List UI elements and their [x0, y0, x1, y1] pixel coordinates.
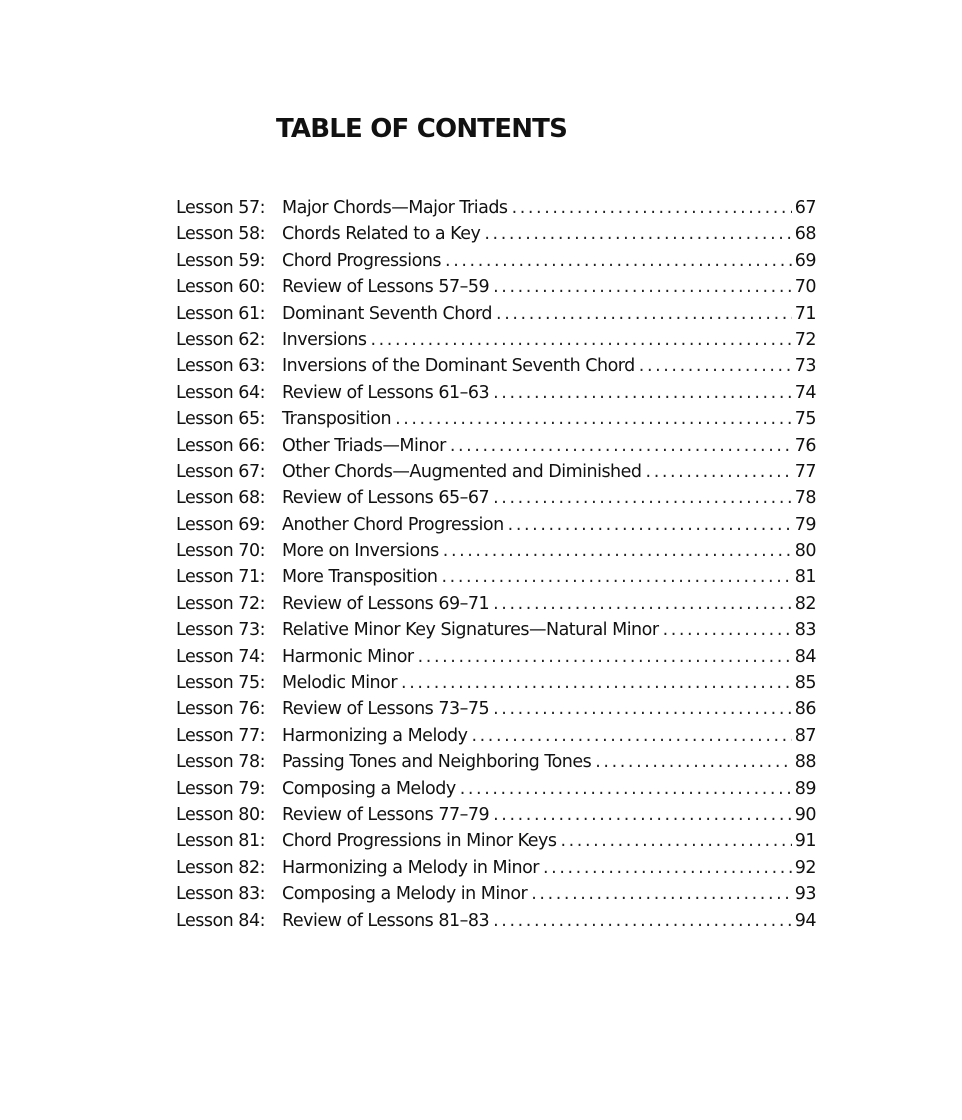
lesson-number: Lesson 59: — [176, 250, 265, 271]
toc-entry — [176, 353, 816, 379]
lesson-title: Harmonizing a Melody — [282, 725, 468, 746]
dot-leader — [418, 644, 792, 670]
lesson-number: Lesson 64: — [176, 382, 265, 403]
dot-leader — [543, 855, 792, 881]
dot-leader — [471, 723, 792, 749]
dot-leader — [493, 802, 792, 828]
dot-leader — [395, 406, 792, 432]
page-number: 94 — [794, 910, 816, 931]
lesson-number: Lesson 61: — [176, 303, 265, 324]
lesson-number: Lesson 63: — [176, 356, 265, 377]
lesson-number: Lesson 62: — [176, 329, 265, 350]
page-number: 79 — [794, 514, 816, 535]
toc-entry — [176, 696, 816, 722]
lesson-title: Transposition — [282, 409, 392, 430]
toc-entry — [176, 908, 816, 934]
toc-entry — [176, 406, 816, 432]
page-number: 89 — [794, 778, 816, 799]
page-number: 91 — [794, 831, 816, 852]
lesson-title: Harmonizing a Melody in Minor — [282, 857, 540, 878]
lesson-number: Lesson 82: — [176, 857, 265, 878]
page-number: 78 — [794, 488, 816, 509]
lesson-number: Lesson 69: — [176, 514, 265, 535]
dot-leader — [493, 696, 792, 722]
dot-leader — [595, 749, 792, 775]
lesson-title: Chord Progressions — [282, 250, 442, 271]
dot-leader — [370, 327, 792, 353]
page-number: 70 — [794, 277, 816, 298]
toc-entry — [176, 221, 816, 247]
page-number: 75 — [794, 409, 816, 430]
dot-leader — [639, 353, 792, 379]
dot-leader — [443, 538, 792, 564]
dot-leader — [401, 670, 792, 696]
lesson-number: Lesson 80: — [176, 804, 265, 825]
lesson-number: Lesson 76: — [176, 699, 265, 720]
toc-entry — [176, 776, 816, 802]
page-number: 81 — [794, 567, 816, 588]
page-number: 87 — [794, 725, 816, 746]
page-number: 93 — [794, 884, 816, 905]
toc-entry — [176, 380, 816, 406]
toc-entry — [176, 538, 816, 564]
page-number: 69 — [794, 250, 816, 271]
toc-entry — [176, 723, 816, 749]
page-number: 77 — [794, 461, 816, 482]
dot-leader — [560, 828, 792, 854]
page-number: 88 — [794, 752, 816, 773]
page-number: 72 — [794, 329, 816, 350]
lesson-number: Lesson 75: — [176, 673, 265, 694]
lesson-number: Lesson 79: — [176, 778, 265, 799]
toc-entry — [176, 274, 816, 300]
toc-entry — [176, 512, 816, 538]
toc-entry — [176, 591, 816, 617]
dot-leader — [450, 433, 792, 459]
dot-leader — [493, 485, 792, 511]
lesson-number: Lesson 74: — [176, 646, 265, 667]
toc-entry — [176, 881, 816, 907]
toc-entry — [176, 644, 816, 670]
dot-leader — [508, 512, 792, 538]
lesson-title: Review of Lessons 65–67 — [282, 488, 490, 509]
lesson-title: Passing Tones and Neighboring Tones — [282, 752, 592, 773]
lesson-title: Review of Lessons 57–59 — [282, 277, 490, 298]
toc-entry — [176, 485, 816, 511]
lesson-number: Lesson 57: — [176, 198, 265, 218]
page-number: 74 — [794, 382, 816, 403]
page-number: 82 — [794, 593, 816, 614]
dot-leader — [493, 380, 792, 406]
lesson-number: Lesson 84: — [176, 910, 265, 931]
page-number: 71 — [794, 303, 816, 324]
lesson-number: Lesson 83: — [176, 884, 265, 905]
lesson-number: Lesson 73: — [176, 620, 265, 641]
lesson-number: Lesson 68: — [176, 488, 265, 509]
toc-entry — [176, 749, 816, 775]
lesson-title: More Transposition — [282, 567, 438, 588]
lesson-title: Other Triads—Minor — [282, 435, 446, 456]
toc-entry — [176, 327, 816, 353]
lesson-title: Chords Related to a Key — [282, 224, 481, 245]
page-number: 73 — [794, 356, 816, 377]
page-number: 86 — [794, 699, 816, 720]
toc-entry — [176, 459, 816, 485]
toc-entry — [176, 802, 816, 828]
lesson-title: Other Chords—Augmented and Diminished — [282, 461, 642, 482]
lesson-title: Major Chords—Major Triads — [282, 198, 508, 218]
dot-leader — [493, 908, 792, 934]
lesson-number: Lesson 67: — [176, 461, 265, 482]
lesson-number: Lesson 65: — [176, 409, 265, 430]
dot-leader — [663, 617, 792, 643]
lesson-number: Lesson 77: — [176, 725, 265, 746]
lesson-title: Composing a Melody in Minor — [282, 884, 528, 905]
toc-entry — [176, 670, 816, 696]
lesson-number: Lesson 70: — [176, 541, 265, 562]
dot-leader — [496, 301, 792, 327]
page-number: 67 — [794, 198, 816, 218]
page-number: 85 — [794, 673, 816, 694]
toc-entry — [176, 828, 816, 854]
lesson-number: Lesson 66: — [176, 435, 265, 456]
lesson-title: Dominant Seventh Chord — [282, 303, 493, 324]
dot-leader — [646, 459, 792, 485]
lesson-title: Composing a Melody — [282, 778, 456, 799]
page-number: 90 — [794, 804, 816, 825]
page-number: 80 — [794, 541, 816, 562]
lesson-number: Lesson 72: — [176, 593, 265, 614]
page-number: 92 — [794, 857, 816, 878]
page-title: TABLE OF CONTENTS — [276, 114, 568, 144]
lesson-title: Another Chord Progression — [282, 514, 504, 535]
lesson-number: Lesson 58: — [176, 224, 265, 245]
lesson-number: Lesson 81: — [176, 831, 265, 852]
toc-entry — [176, 301, 816, 327]
toc-entry — [176, 195, 816, 221]
toc-entry — [176, 433, 816, 459]
lesson-number: Lesson 60: — [176, 277, 265, 298]
page-number: 76 — [794, 435, 816, 456]
lesson-title: Review of Lessons 77–79 — [282, 804, 490, 825]
dot-leader — [484, 221, 792, 247]
lesson-number: Lesson 71: — [176, 567, 265, 588]
toc-entry — [176, 248, 816, 274]
lesson-title: Harmonic Minor — [282, 646, 414, 667]
dot-leader — [531, 881, 792, 907]
dot-leader — [493, 274, 792, 300]
toc-entry — [176, 617, 816, 643]
dot-leader — [445, 248, 792, 274]
table-of-contents-list — [176, 195, 816, 934]
toc-entry — [176, 564, 816, 590]
lesson-title: Review of Lessons 69–71 — [282, 593, 490, 614]
lesson-title: Review of Lessons 73–75 — [282, 699, 490, 720]
lesson-title: Melodic Minor — [282, 673, 398, 694]
lesson-number: Lesson 78: — [176, 752, 265, 773]
lesson-title: More on Inversions — [282, 541, 439, 562]
dot-leader — [512, 195, 792, 221]
dot-leader — [442, 564, 792, 590]
lesson-title: Review of Lessons 61–63 — [282, 382, 490, 403]
lesson-title: Inversions — [282, 329, 367, 350]
lesson-title: Relative Minor Key Signatures—Natural Minor — [282, 620, 659, 641]
lesson-title: Chord Progressions in Minor Keys — [282, 831, 557, 852]
lesson-title: Review of Lessons 81–83 — [282, 910, 490, 931]
toc-entry — [176, 855, 816, 881]
page-number: 84 — [794, 646, 816, 667]
page-number: 83 — [794, 620, 816, 641]
page-number: 68 — [794, 224, 816, 245]
dot-leader — [460, 776, 792, 802]
lesson-title: Inversions of the Dominant Seventh Chord — [282, 356, 635, 377]
dot-leader — [493, 591, 792, 617]
